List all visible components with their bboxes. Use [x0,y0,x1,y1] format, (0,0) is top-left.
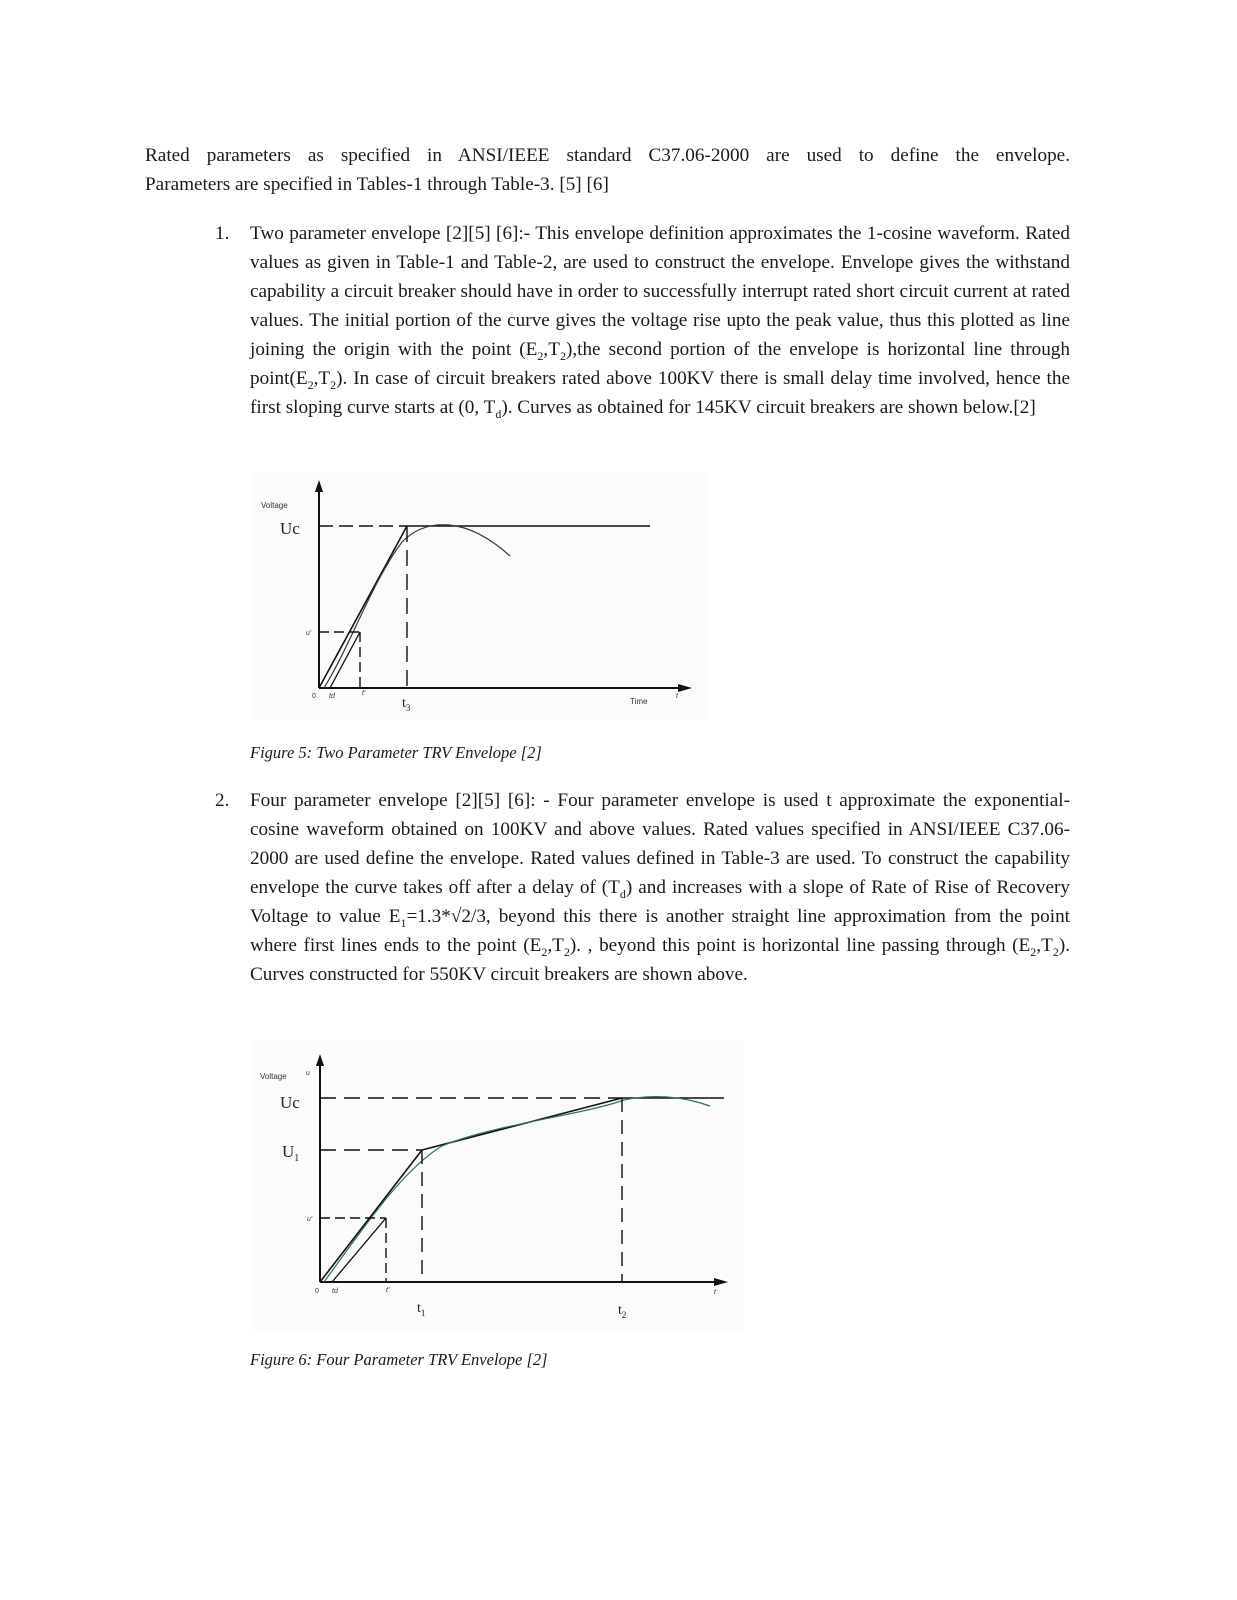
td-label: td [329,693,335,700]
y-axis-label: Voltage [260,1072,287,1081]
uc-label: Uc [280,1093,300,1112]
t-axis-label: t [676,693,678,700]
t1-label: $t_1$ [417,1301,426,1318]
figure-6-caption: Figure 6: Four Parameter TRV Envelope [2] [250,1350,548,1369]
intro-line-1: Rated parameters as specified in ANSI/IEEE standard C37.06-2000 are used to define the envelope. [145,145,1070,166]
list-item-text: Two parameter envelope [2][5] [6]:- This envelope definition approximates the 1-cosine waveform. Rated values as given in Table-1 and Table-2, are used to construct the envelope. Envelope gives the withstand capability a circuit breaker should have in order to successfully interrupt rated short circuit current at rated values. The initial portion of the curve gives the voltage rise upto the peak value, thus this plotted as line joining the origin with the point $(E_2,T_2),the$ second portion of the envelope is horizontal line through $point(E_2,T_2)$. In case of circuit breakers rated above 100KV there is small delay time involved, hence the first sloping curve starts at (0, $T_d$). Curves as obtained for 145KV circuit breakers are shown below.[2] [250,223,1070,421]
u-prime-label: u' [306,630,312,637]
list-item-text: Four parameter envelope [2][5] [6]: - Four parameter envelope is used t approximate the exponential-cosine waveform obtained on 100KV and above values. Rated values specified in ANSI/IEEE C37.06-2000 are used define the envelope. Rated values defined in Table-3 are used. To construct the capability envelope the curve takes off after a delay of $(T_d)$ and increases with a slope of Rate of Rise of Recovery Voltage to value $E_1=1.3*√2/3$, beyond this there is another straight line approximation from the point where first lines ends to the point $(E_2,T_2)$. , beyond this point is horizontal line passing through $(E_2,T_2)$. Curves constructed for 550KV circuit breakers are shown above. [250,790,1070,985]
intro-line-2: Parameters are specified in Tables-1 through Table-3. [5] [6] [145,174,609,195]
origin-label: 0 [312,693,316,700]
list-number: 1. [215,223,230,244]
x-axis-label: Time [630,697,648,706]
t-axis-label: t [714,1289,716,1296]
origin-label: 0 [315,1288,319,1295]
intro-paragraph [145,141,1070,199]
td-label: td [332,1288,338,1295]
u1-label: $U_1$ [282,1142,300,1164]
list-item-four-parameter [215,786,1070,989]
figure-5-diagram [252,472,708,720]
list-item-two-parameter [215,219,1070,422]
figure-6-diagram [252,1040,744,1330]
y-axis-label: Voltage [261,501,288,510]
t-prime-label: t' [362,690,366,697]
t-prime-label: t' [386,1287,390,1294]
list-number: 2. [215,790,230,811]
u-label: u [306,1070,310,1077]
figure-background [252,1040,744,1330]
t2-label: $t_2$ [618,1303,627,1320]
figure-background [252,472,708,720]
t3-label: $t_3$ [402,696,411,713]
u-prime-label: u' [307,1216,313,1223]
uc-label: Uc [280,519,300,538]
figure-5-caption: Figure 5: Two Parameter TRV Envelope [2] [250,743,542,762]
